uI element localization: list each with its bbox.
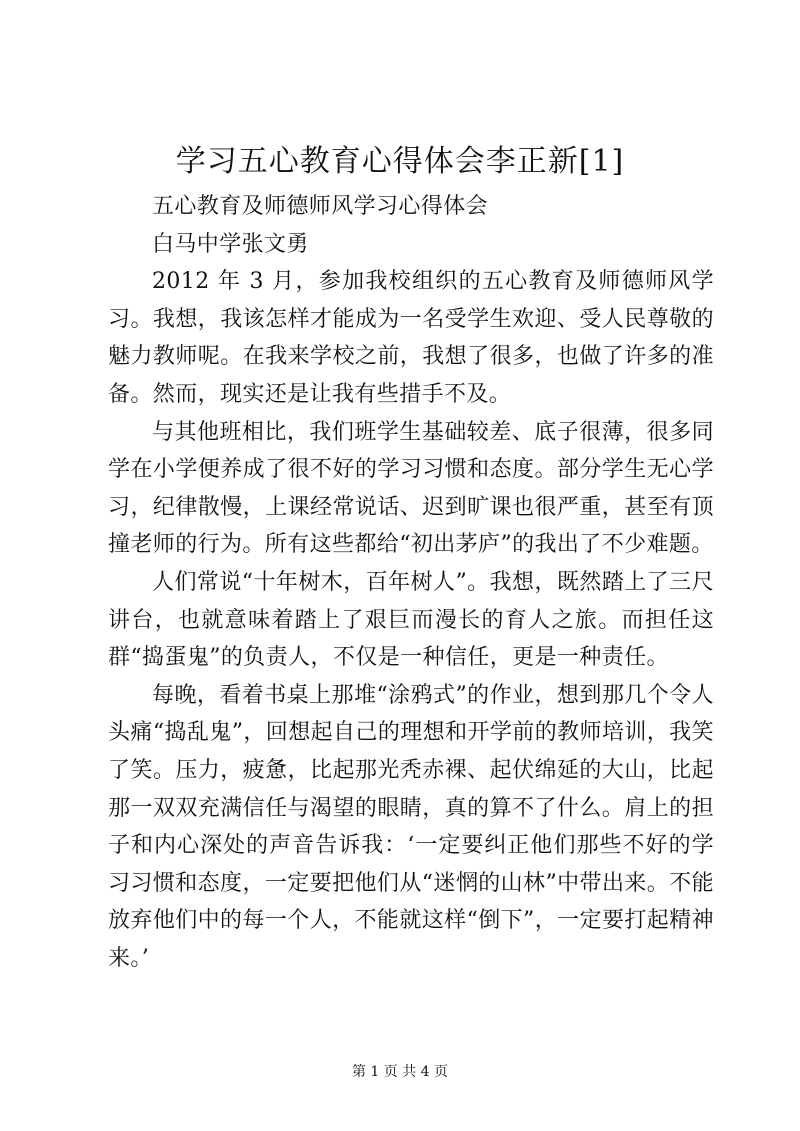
body-paragraph: 与其他班相比，我们班学生基础较差、底子很薄，很多同学在小学便养成了很不好的学习习惯和态度。部分学生无心学习，纪律散慢，上课经常说话、迟到旷课也很严重，甚至有顶撞老师的行为。所有这些都给“初出茅庐”的我出了不少难题。 <box>108 419 714 558</box>
body-paragraph: 人们常说“十年树木，百年树人”。我想，既然踏上了三尺讲台，也就意味着踏上了艰巨而漫长的育人之旅。而担任这群“捣蛋鬼”的负责人，不仅是一种信任，更是一种责任。 <box>108 569 714 671</box>
author-paragraph: 白马中学张文勇 <box>152 231 309 257</box>
document-title: 学习五心教育心得体会李正新[1] <box>175 144 625 179</box>
document-body <box>108 188 714 977</box>
subtitle-paragraph: 五心教育及师德师风学习心得体会 <box>152 194 489 219</box>
page-footer: 第 1 页 共 4 页 <box>351 1064 449 1080</box>
body-paragraph: 2012 年 3 月，参加我校组织的五心教育及师德师风学习。我想，我该怎样才能成为一名受学生欢迎、受人民尊敬的魅力教师呢。在我来学校之前，我想了很多，也做了许多的准备。然而，现实还是让我有些措手不及。 <box>108 269 714 407</box>
body-paragraph: 每晚，看着书桌上那堆“涂鸦式”的作业，想到那几个令人头痛“捣乱鬼”，回想起自己的理想和开学前的教师培训，我笑了笑。压力，疲惫，比起那光秃赤裸、起伏绵延的大山，比起那一双双充满信任与渴望的眼睛，真的算不了什么。肩上的担子和内心深处的声音告诉我：‘一定要纠正他们那些不好的学习习惯和态度，一定要把他们从“迷惘的山林”中带出来。不能放弃他们中的每一个人，不能就这样“倒下”，一定要打起精神来。’ <box>108 682 714 971</box>
